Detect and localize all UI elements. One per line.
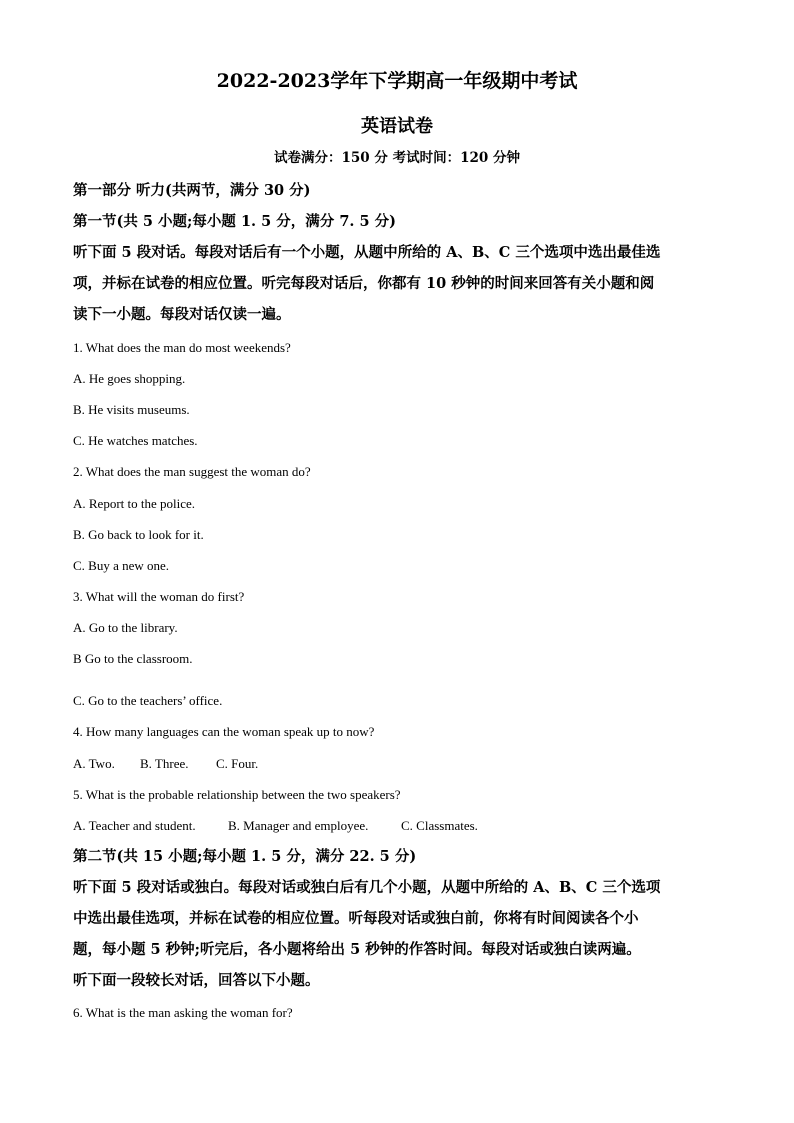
part1-heading: 第一部分 听力(共两节，满分 30 分): [73, 182, 311, 199]
question-2-stem: 2. What does the man suggest the woman do?: [73, 464, 311, 479]
question-4-option-c: C. Four.: [216, 756, 259, 771]
section1-instruction-line: 项，并标在试卷的相应位置。听完每段对话后，你都有 10 秒钟的时间来回答有关小题和阅: [73, 275, 655, 292]
question-1-option-b: B. He visits museums.: [73, 402, 190, 417]
question-3-option-b: B Go to the classroom.: [73, 651, 193, 666]
question-3-stem: 3. What will the woman do first?: [73, 589, 245, 604]
section2-instruction-line: 听下面 5 段对话或独白。每段对话或独白后有几个小题，从题中所给的 A、B、C 三个选项: [73, 879, 661, 896]
question-5-stem: 5. What is the probable relationship between the two speakers?: [73, 787, 401, 802]
question-1-option-c: C. He watches matches.: [73, 433, 198, 448]
question-2-option-a: A. Report to the police.: [73, 496, 196, 511]
question-2-option-c: C. Buy a new one.: [73, 558, 170, 573]
exam-title: 2022-2023学年下学期高一年级期中考试: [216, 70, 578, 92]
question-4-option-b: B. Three.: [140, 756, 189, 771]
section1-instruction-line: 听下面 5 段对话。每段对话后有一个小题，从题中所给的 A、B、C 三个选项中选出最佳选: [73, 244, 661, 261]
section1-heading: 第一节(共 5 小题;每小题 1. 5 分，满分 7. 5 分): [73, 213, 396, 230]
question-5-option-b: B. Manager and employee.: [228, 818, 369, 833]
question-3-option-c: C. Go to the teachers’ office.: [73, 693, 223, 708]
question-1-option-a: A. He goes shopping.: [73, 371, 186, 386]
section1-instruction-line: 读下一小题。每段对话仅读一遍。: [73, 306, 291, 323]
question-1-stem: 1. What does the man do most weekends?: [73, 340, 291, 355]
exam-meta: 试卷满分：150 分 考试时间：120 分钟: [274, 150, 520, 166]
section2-instruction-line: 听下面一段较长对话，回答以下小题。: [73, 972, 320, 989]
question-3-option-a: A. Go to the library.: [73, 620, 178, 635]
section2-heading: 第二节(共 15 小题;每小题 1. 5 分，满分 22. 5 分): [73, 848, 417, 865]
question-5-option-c: C. Classmates.: [401, 818, 478, 833]
question-4-option-a: A. Two.: [73, 756, 115, 771]
question-4-stem: 4. How many languages can the woman speak up to now?: [73, 724, 375, 739]
question-2-option-b: B. Go back to look for it.: [73, 527, 204, 542]
section2-instruction-line: 题，每小题 5 秒钟;听完后，各小题将给出 5 秒钟的作答时间。每段对话或独白读两遍。: [73, 941, 641, 958]
question-6-stem: 6. What is the man asking the woman for?: [73, 1005, 293, 1020]
section2-instruction-line: 中选出最佳选项，并标在试卷的相应位置。听每段对话或独白前，你将有时间阅读各个小: [73, 910, 639, 927]
question-5-option-a: A. Teacher and student.: [73, 818, 196, 833]
exam-subject: 英语试卷: [361, 116, 433, 137]
